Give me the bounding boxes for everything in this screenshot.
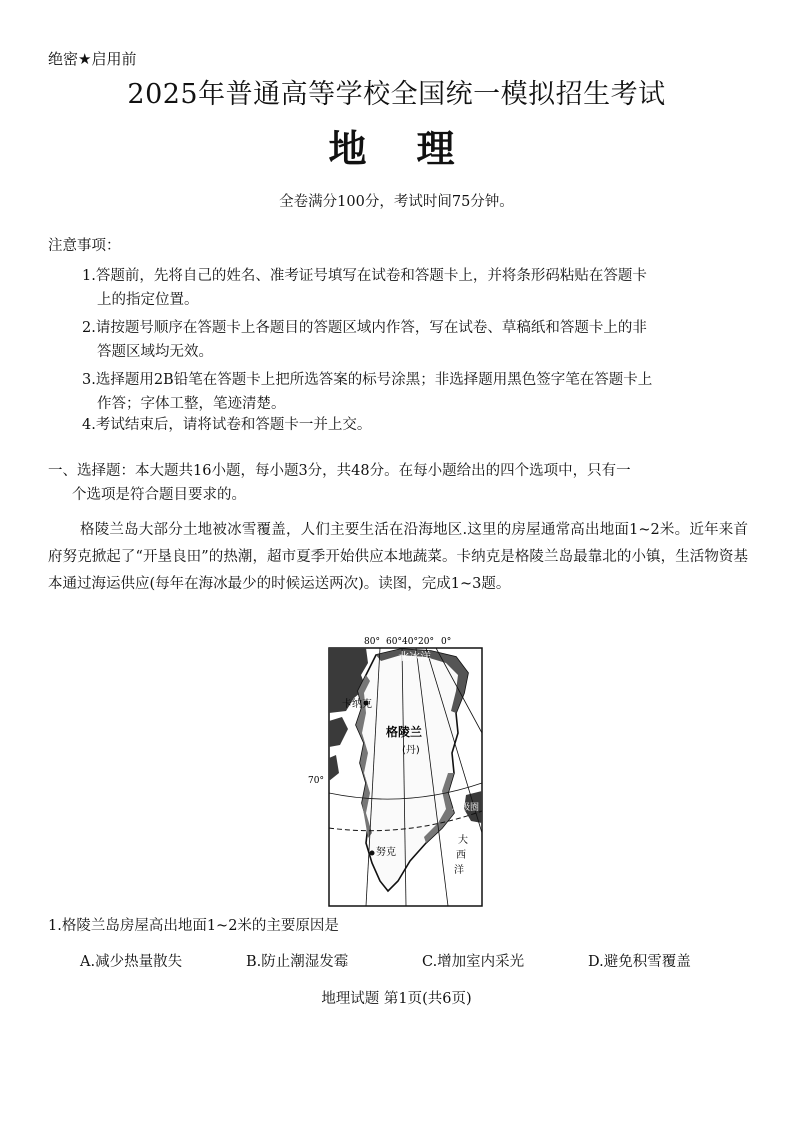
town-label-kanak: 卡纳克 [342,699,372,710]
notice-item-3-line2: 作答；字体工整，笔迹清楚。 [97,396,286,412]
notice-item-1-line2: 上的指定位置。 [97,292,199,308]
section-heading-line1: 一、选择题：本大题共16小题，每小题3分，共48分。在每小题给出的四个选项中，只有一 [48,463,631,479]
nuuk-dot [370,851,375,856]
section-heading [48,459,748,507]
exam-title: 2025年普通高等学校全国统一模拟招生考试 [127,79,666,110]
ocean-label-arctic: 北冰洋 [398,650,431,663]
question-1-stem: 1.格陵兰岛房屋高出地面1~2米的主要原因是 [48,918,339,934]
confidential-label: 绝密★启用前 [48,50,137,68]
atlantic-label-3: 洋 [454,865,464,876]
option-c[interactable]: C.增加室内采光 [422,954,525,970]
option-d[interactable]: D.避免积雪覆盖 [588,954,691,970]
notice-item-1 [82,264,748,312]
option-b[interactable]: B.防止潮湿发霉 [246,954,349,970]
notice-item-2-line2: 答题区域均无效。 [97,344,213,360]
section-heading-line2: 个选项是符合题目要求的。 [72,487,246,503]
capital-label: 努克 [376,847,396,858]
option-a[interactable]: A.减少热量散失 [80,954,183,970]
atlantic-label-2: 西 [456,850,466,861]
notice-item-2 [82,316,748,364]
lon-label-80: 80° [364,637,380,647]
lat-label-70: 70° [308,776,324,786]
lon-label-60: 60° [386,637,402,647]
score-time-note: 全卷满分100分，考试时间75分钟。 [279,194,514,210]
notice-item-3-line1: 3.选择题用2B铅笔在答题卡上把所选答案的标号涂黑；非选择题用黑色签字笔在答题卡上 [82,372,653,388]
atlantic-label-1: 大 [458,835,468,846]
reading-passage: 格陵兰岛大部分土地被冰雪覆盖，人们主要生活在沿海地区.这里的房屋通常高出地面1~2米。近年来首府努克掀起了“开垦良田”的热潮，超市夏季开始供应本地蔬菜。卡纳克是格陵兰岛最靠北的小镇，生活物资基本通过海运供应(每年在海冰最少的时候运送两次)。读图，完成1~3题。 [48,522,748,592]
notice-item-4-line1: 4.考试结束后，请将试卷和答题卡一并上交。 [82,417,372,433]
notice-title: 注意事项： [48,238,121,254]
subject-title: 地理 [328,127,505,171]
notice-item-1-line1: 1.答题前，先将自己的姓名、准考证号填写在试卷和答题卡上，并将条形码粘贴在答题卡 [82,268,647,284]
island-label: 格陵兰 [386,725,423,739]
island-sub-label: (丹) [402,745,420,756]
question-1-options [80,950,720,971]
notice-item-2-line1: 2.请按题号顺序在答题卡上各题目的答题区域内作答，写在试卷、草稿纸和答题卡上的非 [82,320,647,336]
page-footer: 地理试题 第1页(共6页) [321,991,472,1007]
greenland-map [306,633,496,909]
lon-label-0: 0° [441,637,452,647]
lon-label-40: 40° [402,637,418,647]
lon-label-20: 20° [418,637,434,647]
notice-item-3 [82,368,748,416]
arctic-circle-label: 北极圈 [452,803,480,813]
notice-item-4 [82,413,748,437]
